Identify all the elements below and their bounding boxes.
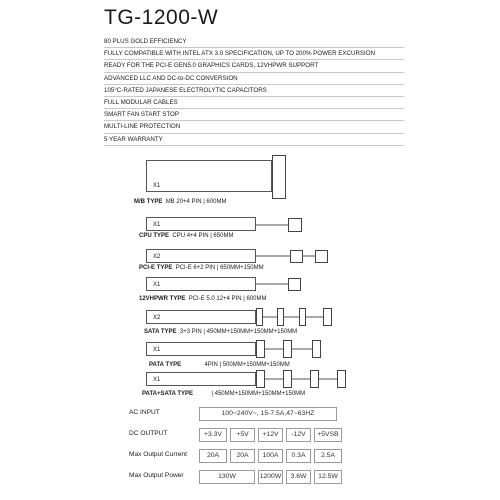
max-power-cell: 12.5W [314, 470, 342, 484]
sata-connector-1 [256, 308, 263, 326]
pata-cable-box [146, 342, 256, 356]
pcie-connector-1 [290, 250, 303, 263]
pata-cable-label [149, 362, 290, 368]
pata-sata-cable-desc: | 450MM+150MM+150MM+150MM [211, 391, 306, 397]
pata-sata-connector-4 [337, 370, 346, 388]
sata-cable-desc: 3+3 PIN | 450MM+150MM+150MM+150MM [179, 329, 298, 335]
cpu-cable-box [146, 217, 256, 231]
max-current-cell: 0.3A [286, 449, 311, 463]
spec-row-ac-input [129, 404, 353, 425]
mb-cable-type: M/B TYPE [134, 199, 163, 205]
12vhpwr-cable-box [146, 277, 256, 291]
spec-row-max-power [129, 467, 353, 488]
dc-output-cell: +3.3V [199, 428, 227, 442]
spec-row-max-current [129, 446, 353, 467]
pata-sata-connector-2 [283, 370, 292, 388]
sata-connector-4 [323, 308, 332, 326]
spec-table [129, 404, 353, 488]
12vhpwr-cable-desc: PCI-E 5.0 12+4 PIN | 600MM [188, 296, 267, 302]
pata-sata-cable-label [142, 391, 305, 397]
max-current-label: Max Output Current [129, 451, 187, 458]
feature-item: FULL MODULAR CABLES [104, 97, 404, 109]
dc-output-label: DC OUTPUT [129, 430, 168, 437]
page-title: TG-1200-W [104, 6, 219, 29]
dc-output-cell: +5V [230, 428, 255, 442]
max-power-cell: 130W [199, 470, 255, 484]
cpu-cable-qty: X1 [153, 222, 161, 228]
sata-cable-qty: X2 [153, 315, 161, 321]
pata-cable-desc: 4PIN | 500MM+150MM+150MM [204, 362, 290, 368]
pata-cable-qty: X1 [153, 347, 161, 353]
pcie-cable-qty: X2 [153, 254, 161, 260]
max-power-cell: 3.6W [286, 470, 311, 484]
mb-cable-qty: X1 [153, 183, 161, 189]
max-current-cell: 20A [199, 449, 227, 463]
sata-cable-type: SATA TYPE [144, 329, 177, 335]
pcie-cable-label [139, 265, 264, 271]
dc-output-cell: -12V [286, 428, 311, 442]
cpu-cable-label [139, 233, 233, 239]
sata-cable-label [144, 329, 297, 335]
mb-cable-desc: MB 20+4 PIN | 600MM [165, 199, 227, 205]
pcie-cable-desc: PCI-E 6+2 PIN | 650MM+150MM [175, 265, 264, 271]
pcie-cable-type: PCI-E TYPE [139, 265, 173, 271]
max-current-cell: 20A [230, 449, 255, 463]
pata-sata-cable-box [146, 372, 256, 386]
pata-sata-connector-3 [310, 370, 319, 388]
mb-cable-box [146, 160, 272, 192]
pata-connector-2 [283, 340, 292, 358]
12vhpwr-cable-label [139, 296, 266, 302]
feature-item: 80 PLUS GOLD EFFICIENCY [104, 36, 404, 48]
cpu-connector [288, 218, 302, 232]
feature-item: 105°C-RATED JAPANESE ELECTROLYTIC CAPACITORS [104, 85, 404, 97]
pcie-cable-box [146, 249, 256, 263]
dc-output-cell: +5VSB [314, 428, 342, 442]
feature-item: SMART FAN START STOP [104, 109, 404, 121]
mb-cable-label [134, 199, 226, 205]
pata-sata-cable-qty: X1 [153, 377, 161, 383]
ac-input-label: AC INPUT [129, 409, 160, 416]
max-power-cell: 1200W [258, 470, 283, 484]
spec-row-dc-output [129, 425, 353, 446]
sata-cable-box [146, 310, 256, 324]
pata-connector-1 [256, 340, 265, 358]
12vhpwr-cable-type: 12VHPWR TYPE [139, 296, 186, 302]
12vhpwr-connector [288, 278, 301, 291]
max-power-label: Max Output Power [129, 472, 184, 479]
pata-sata-cable-type: PATA+SATA TYPE [142, 391, 194, 397]
pata-sata-connector-1 [256, 370, 265, 388]
max-current-cell: 2.5A [314, 449, 342, 463]
feature-item: 5 YEAR WARRANTY [104, 134, 404, 146]
max-current-cell: 100A [258, 449, 283, 463]
dc-output-cell: +12V [258, 428, 283, 442]
feature-item: READY FOR THE PCI-E GEN5.0 GRAPHICS CARDS, 12VHPWR SUPPORT [104, 60, 404, 72]
feature-item: MULTI-LINE PROTECTION [104, 121, 404, 133]
ac-input-value: 100~240V~, 15-7.5A,47~63HZ [199, 407, 337, 421]
pcie-connector-2 [315, 250, 328, 263]
feature-item: ADVANCED LLC AND DC-to-DC CONVERSION [104, 73, 404, 85]
pata-cable-type: PATA TYPE [149, 362, 182, 368]
cpu-cable-desc: CPU 4+4 PIN | 650MM [172, 233, 234, 239]
sata-connector-2 [277, 308, 284, 326]
pata-connector-3 [312, 340, 321, 358]
cpu-cable-type: CPU TYPE [139, 233, 170, 239]
12vhpwr-cable-qty: X1 [153, 282, 161, 288]
sata-connector-3 [299, 308, 306, 326]
mb-connector [272, 155, 286, 199]
feature-item: FULLY COMPATIBLE WITH INTEL ATX 3.0 SPECIFICATION, UP TO 200% POWER EXCURSION [104, 48, 404, 60]
